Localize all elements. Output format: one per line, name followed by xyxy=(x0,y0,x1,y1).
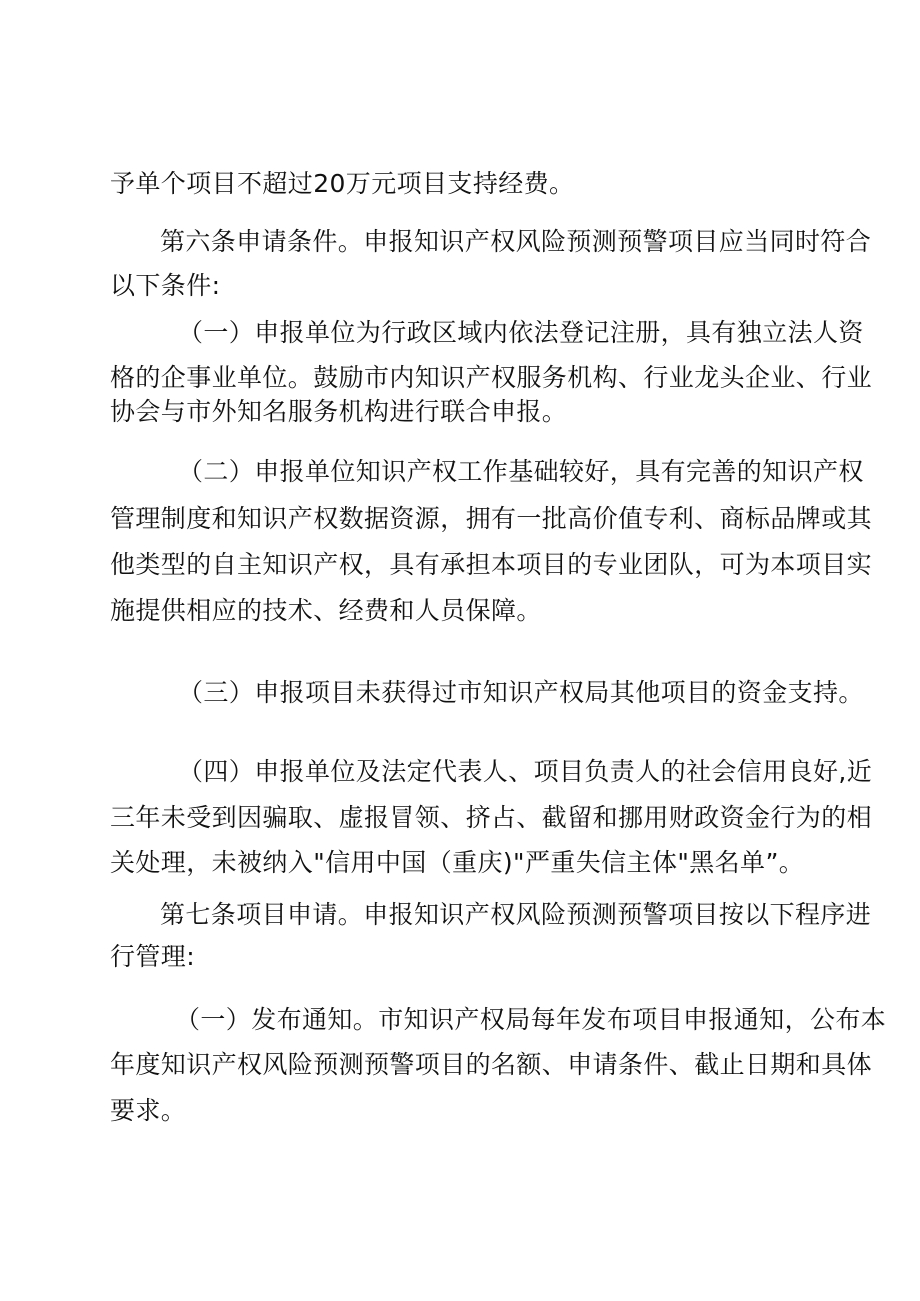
text-line-12: （四）申报单位及法定代表人、项目负责人的社会信用良好,近 xyxy=(178,757,873,786)
text-line-19: 要求。 xyxy=(110,1096,187,1125)
text-line-6: 协会与市外知名服务机构进行联合申报。 xyxy=(110,397,568,426)
text-line-13: 三年未受到因骗取、虚报冒领、挤占、截留和挪用财政资金行为的相 xyxy=(110,803,873,832)
text-line-15: 第七条项目申请。申报知识产权风险预测预警项目按以下程序进 xyxy=(160,900,872,929)
text-line-8: 管理制度和知识产权数据资源，拥有一批高价值专利、商标品牌或其 xyxy=(110,504,873,533)
text-line-4: （一）申报单位为行政区域内依法登记注册，具有独立法人资 xyxy=(178,318,864,347)
text-line-10: 施提供相应的技术、经费和人员保障。 xyxy=(110,596,542,625)
text-line-11: （三）申报项目未获得过市知识产权局其他项目的资金支持。 xyxy=(178,678,864,707)
text-line-1: 予单个项目不超过20万元项目支持经费。 xyxy=(110,169,575,198)
text-line-7: （二）申报单位知识产权工作基础较好，具有完善的知识产权 xyxy=(178,457,864,486)
text-line-3: 以下条件: xyxy=(110,271,221,300)
text-line-9: 他类型的自主知识产权，具有承担本项目的专业团队，可为本项目实 xyxy=(110,550,873,579)
text-line-2: 第六条申请条件。申报知识产权风险预测预警项目应当同时符合 xyxy=(160,227,872,256)
text-line-18: 年度知识产权风险预测预警项目的名额、申请条件、截止日期和具体 xyxy=(110,1050,873,1079)
text-line-17: （一）发布通知。市知识产权局每年发布项目申报通知，公布本 xyxy=(175,1005,887,1034)
text-line-5: 格的企事业单位。鼓励市内知识产权服务机构、行业龙头企业、行业 xyxy=(110,363,873,392)
text-line-16: 行管理: xyxy=(110,942,196,971)
text-line-14: 关处理，未被纳入"信用中国（重庆)"严重失信主体"黑名单”。 xyxy=(110,848,805,877)
